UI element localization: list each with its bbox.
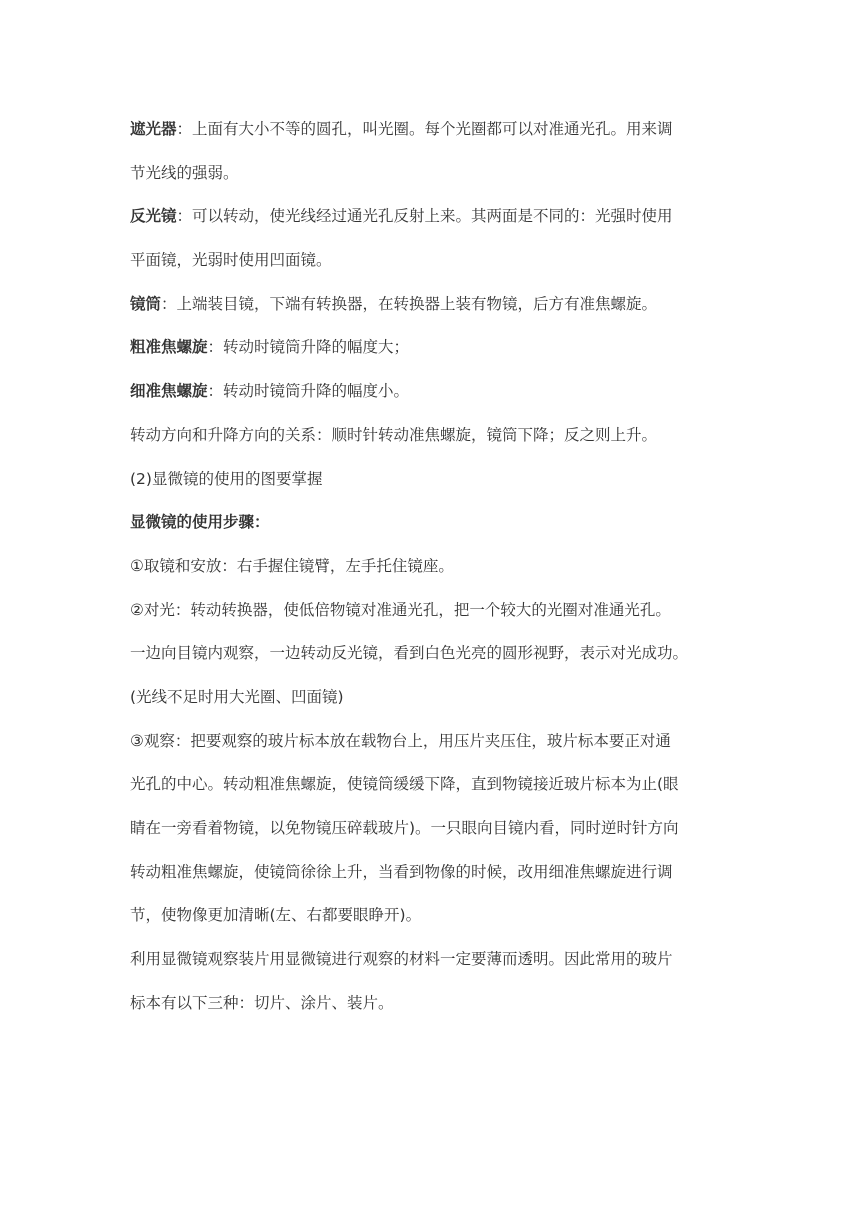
text-line	[130, 684, 742, 728]
document-body	[130, 116, 742, 1033]
text-line	[130, 815, 742, 859]
text-line	[130, 728, 742, 772]
text-line	[130, 291, 742, 335]
text-line	[130, 946, 742, 990]
line-text: (2)显微镜的使用的图要掌握	[130, 469, 323, 488]
line-text: 标本有以下三种：切片、涂片、装片。	[130, 993, 394, 1012]
term-label: 显微镜的使用步骤：	[130, 513, 270, 532]
text-line	[130, 902, 742, 946]
line-text: 节，使物像更加清晰(左、右都要眼睁开)。	[130, 906, 422, 925]
line-text: 平面镜，光弱时使用凹面镜。	[130, 251, 332, 270]
line-text: ②对光：转动转换器，使低倍物镜对准通光孔，把一个较大的光圈对准通光孔。	[130, 600, 671, 619]
text-line	[130, 378, 742, 422]
line-text: ：可以转动，使光线经过通光孔反射上来。其两面是不同的：光强时使用	[176, 207, 673, 226]
line-text: ③观察：把要观察的玻片标本放在载物台上，用压片夹压住，玻片标本要正对通	[130, 731, 671, 750]
text-line	[130, 422, 742, 466]
term-label: 遮光器	[130, 120, 177, 138]
text-line	[130, 247, 742, 291]
text-line	[130, 334, 742, 378]
text-line	[130, 116, 742, 160]
text-line	[130, 466, 742, 510]
term-label: 反光镜	[130, 207, 177, 226]
term-label: 粗准焦螺旋	[130, 338, 208, 357]
section-heading	[130, 509, 742, 553]
text-line	[130, 771, 742, 815]
line-text: 光孔的中心。转动粗准焦螺旋，使镜筒缓缓下降，直到物镜接近玻片标本为止(眼	[130, 775, 679, 794]
line-text: 利用显微镜观察装片用显微镜进行观察的材料一定要薄而透明。因此常用的玻片	[130, 950, 673, 969]
text-line	[130, 160, 742, 204]
term-label: 镜筒	[130, 294, 162, 313]
line-text: 睛在一旁看着物镜，以免物镜压碎载玻片)。一只眼向目镜内看，同时逆时针方向	[130, 819, 679, 837]
line-text: 节光线的强弱。	[130, 163, 239, 182]
line-text: ：转动时镜筒升降的幅度小。	[207, 382, 410, 401]
text-line	[130, 597, 742, 641]
line-text: (光线不足时用大光圈、凹面镜)	[130, 687, 344, 706]
line-text: 一边向目镜内观察，一边转动反光镜，看到白色光亮的圆形视野，表示对光成功。	[130, 644, 689, 663]
line-text: ①取镜和安放：右手握住镜臂，左手托住镜座。	[130, 556, 454, 575]
text-line	[130, 990, 742, 1034]
text-line	[130, 553, 742, 597]
line-text: 转动方向和升降方向的关系：顺时针转动准焦螺旋，镜筒下降；反之则上升。	[130, 425, 658, 444]
text-line	[130, 203, 742, 247]
line-text: ：上端装目镜，下端有转换器，在转换器上装有物镜，后方有准焦螺旋。	[161, 294, 658, 313]
line-text: ：转动时镜筒升降的幅度大；	[207, 338, 410, 357]
term-label: 细准焦螺旋	[130, 382, 208, 401]
text-line	[130, 859, 742, 903]
line-text: ：上面有大小不等的圆孔，叫光圈。每个光圈都可以对准通光孔。用来调	[176, 120, 673, 138]
text-line	[130, 640, 742, 684]
line-text: 转动粗准焦螺旋，使镜筒徐徐上升，当看到物像的时候，改用细准焦螺旋进行调	[130, 862, 673, 881]
